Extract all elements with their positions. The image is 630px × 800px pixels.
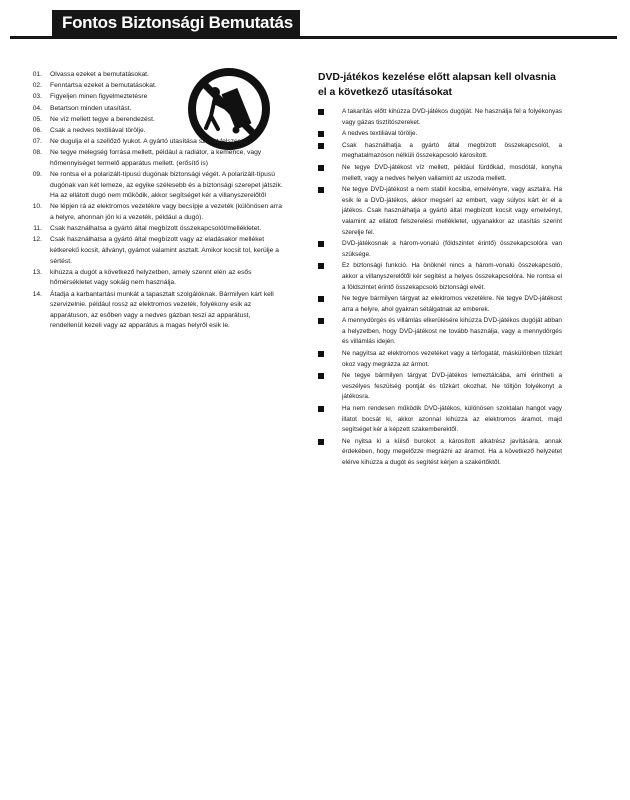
list-item: 01. Olvassa ezeket a bemutatásokat. <box>32 71 149 78</box>
header-banner <box>52 10 300 36</box>
right-instructions <box>318 70 562 470</box>
bullet-square-icon <box>318 241 324 247</box>
bullet-item: A mennydörgés és villámlás elkerülésére kihúzza DVD-játékos dugóját abban a helyzetben, hogy DVD-játékost ne tovább használja, vagy a mennydörgés és villámlás idején. <box>318 316 562 348</box>
bullet-square-icon <box>318 165 324 171</box>
bullet-item: Ha nem rendesen működik DVD-játékos, különösen szoktalan hangot vagy illatot bocsát ki, akkor azonnal kihúzza az elektromos áramot, majd segítséget kér a képzett szakemberektől. <box>318 404 562 436</box>
list-item: 12. Csak használhatsa a gyártó által megbízott vagy az eladásakor melléket kétkerekű kocsit, állványt, gyámot valamint asztalt. Amikor kocsit tol, kerülje a sértést. <box>32 236 279 265</box>
list-item: 13. kihúzza a dugót a következő helyzetben, amely szennt elérı az esős hőmérsékletet vagy sokáig nem használja. <box>32 268 252 287</box>
list-item: 07. Ne dugulja el a szellőző lyukot. A gyártó utasítása szerint felszerelje. <box>32 138 253 146</box>
bullet-square-icon <box>318 439 324 445</box>
list-item: 04. Betartson minden utasítást. <box>32 104 132 112</box>
bullet-square-icon <box>318 143 324 149</box>
list-item: 03. Figyeljen minen figyelmeztetésre <box>32 93 148 101</box>
bullet-item: Ez biztonsági funkció. Ha önöknél nincs a három-vonalú összekapcsoló, akkor a villanyszerelőtől kér segítést a helyes összekapcsolóra. Ne rontsa el a földszintet érintő összekapcsoló biztonsági elvét. <box>318 261 562 293</box>
list-item: 02. Fenntartsa ezeket a bemutatásokat. <box>32 82 157 90</box>
bullet-item: Ne tegye DVD-játékost víz mellett, például fürdőkád, mosdótál, konyha mellett, vagy a nedves helyen vallamint az uszoda mellett. <box>318 163 562 184</box>
bullet-square-icon <box>318 296 324 302</box>
left-instructions <box>20 70 284 333</box>
page-title: Fontos Biztonsági Bemutatás <box>62 13 293 32</box>
bullet-square-icon <box>318 109 324 115</box>
bullet-item: Ne tegye bármilyen tárgyat az elektromos vezetékre. Ne tegye DVD-játékost arra a helyre, ahol gyakran sétálgatnak az emberek. <box>318 294 562 315</box>
bullet-square-icon <box>318 373 324 379</box>
bullet-square-icon <box>318 263 324 269</box>
bullet-square-icon <box>318 406 324 412</box>
bullet-item: Ne nyitsa ki a külső burokot a károsított alkatrész javítására, annak érdekében, hogy megelőzze megrázni az áramot. Ha a következő helyzetet elérve kihúzza a dugót és segítést kérjen a szakértőktől. <box>318 437 562 469</box>
bullet-item: Ne nagyítsa az elektromos vezetéket vagy a térfogatát, máskülönben tűzkárt okoz vagy megrázza az ármot. <box>318 349 562 370</box>
list-item: 06. Csak a nedves textiliával törölje. <box>32 126 146 134</box>
list-item: 14. Átadja a karbantartási munkát a tapasztalt szolgálóknak. Bármilyen kárt kell szervizelnie. például rossz az elektromos vezeték, folyékony esik az apparátuson, az esőben vagy a nedves gázban teszi az apparátust, rendellenül kezeli vagy az apparátus a magas helyről esik le. <box>32 290 274 330</box>
bullet-item: Csak használhatja a gyártó által megbízott összekapcsolót, a meghatalmazóson nélküli összekapcsoló károsított. <box>318 141 562 162</box>
bullet-item: DVD-játékosnak a három-vonalú (földszintet érintő) összekapcsolóra van szüksége. <box>318 239 562 260</box>
bullet-square-icon <box>318 131 324 137</box>
bullet-item: A takarítás előtt kihúzza DVD-játékos dugóját. Ne használja fel a folyékonyas vagy gázas tisztítószereket. <box>318 107 562 128</box>
list-item: 10. Ne lépjen rá az elektromos vezetékre vagy becsípje a vezeték (különösen arra a helyre, ahonnan jön ki a vezeték, például a dugó). <box>32 203 282 222</box>
list-item: 05. Ne víz mellett tegye a berendezést. <box>32 115 155 123</box>
bullet-square-icon <box>318 318 324 324</box>
bullet-item: A nedves textiliával törölje. <box>318 129 562 140</box>
list-item: 11. Csak használhatsa a gyártó által megbízott összekapcsolót/mellékletet. <box>33 225 262 233</box>
bullet-square-icon <box>318 351 324 357</box>
header-rule <box>10 36 617 39</box>
list-item: 08. Ne tegye melegség forrása mellett, például a radiátor, a kemence, vagy hőmennyiséget termelő apparátus mellett. (erősítő is) <box>32 149 262 167</box>
bullet-item: Ne tegye bármilyen tárgyat DVD-játékos lemeztálcába, ami érintheti a veszélyes feszülség pontját és tűzkárt okozhat. Ne töltjön folyékonyt a játékosra. <box>318 371 562 403</box>
bullet-square-icon <box>318 187 324 193</box>
bullet-item: Ne tegye DVD-játékost a nem stabil kocsiba, emelvényre, vagy asztalra. Ha esik le a DVD-játékos, akkor megsérí az embert, vagy súlyos kárt ér el a játékos. Csak használhatja a gyártó által megbízott kocsit vagy emelvényt, valamint az ellátott felszerelési mellékletet, ugyanakkor az utasítás szerint szerelje fel. <box>318 185 562 238</box>
list-item: 09. Ne rontsa el a polarizált-típusú dugónak biztonsági végét. A polarizált-típusú dugónak van két lemeze, az egyike szélesebb és a biztonsági szerepet játszik. Ha az ellátott dugó nem működik, akkor segítséget kér a villanyszerelőtől <box>32 171 283 200</box>
section-heading: DVD-játékos kezelése előtt alapsan kell olvasnia el a következő utasításokat <box>318 72 556 98</box>
